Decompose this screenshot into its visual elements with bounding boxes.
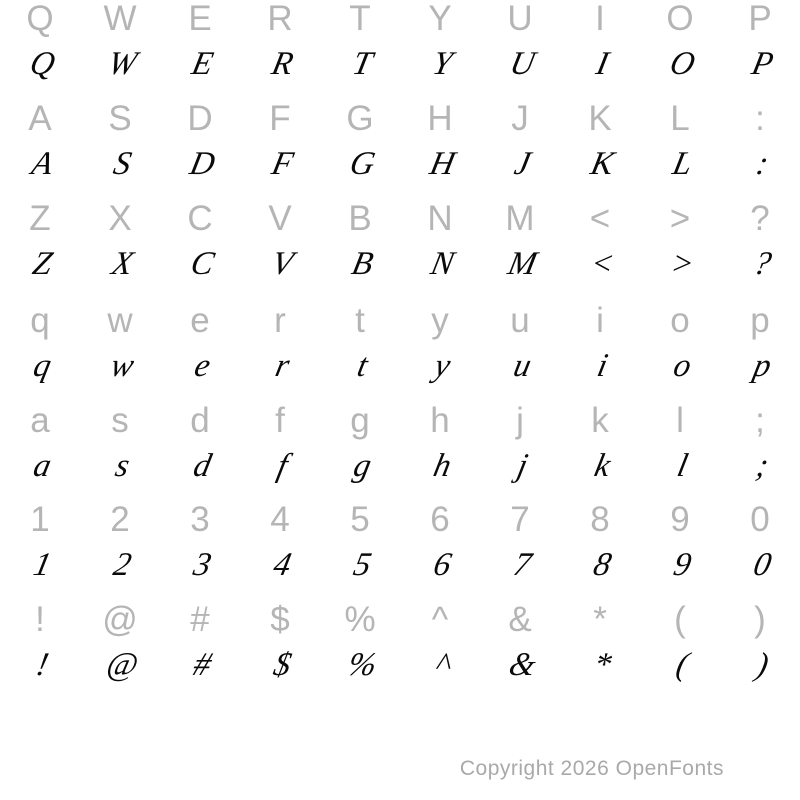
reference-glyph: C <box>187 199 213 238</box>
specimen-char-row <box>0 245 800 283</box>
reference-glyph: S <box>108 99 132 138</box>
specimen-glyph: t <box>354 348 371 384</box>
specimen-glyph: ( <box>673 647 692 683</box>
specimen-char-row <box>0 546 800 584</box>
specimen-glyph: h <box>430 448 455 484</box>
reference-glyph: ; <box>755 401 765 440</box>
specimen-glyph: O <box>666 46 699 82</box>
specimen-glyph: k <box>591 448 614 484</box>
reference-glyph: E <box>188 0 212 38</box>
specimen-glyph: % <box>344 647 380 683</box>
specimen-glyph: 1 <box>30 547 55 583</box>
reference-glyph: < <box>589 199 611 238</box>
reference-glyph: l <box>676 401 684 440</box>
specimen-glyph: N <box>427 246 458 282</box>
reference-glyph: 0 <box>750 500 770 539</box>
reference-glyph: : <box>755 99 765 138</box>
specimen-glyph: R <box>268 46 297 82</box>
reference-char-row <box>0 501 800 539</box>
specimen-glyph: Z <box>29 246 56 282</box>
specimen-glyph: s <box>112 448 133 484</box>
specimen-glyph: # <box>190 647 215 683</box>
specimen-glyph: u <box>510 348 535 384</box>
reference-glyph: ^ <box>431 600 449 639</box>
specimen-glyph: I <box>593 46 612 82</box>
reference-glyph: a <box>30 401 50 440</box>
reference-glyph: W <box>103 0 137 38</box>
reference-glyph: y <box>431 301 449 340</box>
specimen-glyph: 2 <box>110 547 135 583</box>
reference-glyph: * <box>593 600 607 639</box>
reference-char-row <box>0 100 800 138</box>
specimen-glyph: 5 <box>350 547 375 583</box>
specimen-glyph: D <box>186 146 219 182</box>
reference-glyph: G <box>346 99 374 138</box>
reference-glyph: d <box>190 401 210 440</box>
specimen-glyph: C <box>187 246 218 282</box>
specimen-glyph: * <box>590 647 615 683</box>
specimen-glyph: d <box>190 448 215 484</box>
specimen-glyph: > <box>667 246 698 282</box>
specimen-glyph: p <box>750 348 775 384</box>
reference-glyph: w <box>107 301 133 340</box>
specimen-glyph: ! <box>33 647 52 683</box>
specimen-glyph: U <box>506 46 539 82</box>
reference-char-row <box>0 200 800 238</box>
reference-glyph: g <box>350 401 370 440</box>
reference-glyph: T <box>349 0 371 38</box>
reference-char-row <box>0 402 800 440</box>
specimen-char-row <box>0 45 800 83</box>
specimen-glyph: @ <box>103 647 142 683</box>
reference-glyph: F <box>269 99 291 138</box>
reference-glyph: O <box>666 0 694 38</box>
specimen-glyph: j <box>514 448 531 484</box>
specimen-glyph: $ <box>270 647 295 683</box>
reference-glyph: % <box>344 600 376 639</box>
specimen-glyph: V <box>268 246 297 282</box>
reference-glyph: R <box>267 0 293 38</box>
reference-glyph: 3 <box>190 500 210 539</box>
specimen-glyph: & <box>505 647 540 683</box>
reference-glyph: B <box>348 199 372 238</box>
reference-glyph: & <box>508 600 532 639</box>
specimen-glyph: ; <box>753 448 772 484</box>
reference-glyph: s <box>111 401 129 440</box>
specimen-glyph: K <box>587 146 618 182</box>
specimen-glyph: S <box>110 146 135 182</box>
reference-glyph: P <box>748 0 772 38</box>
reference-glyph: u <box>510 301 530 340</box>
reference-glyph: 9 <box>670 500 690 539</box>
specimen-glyph: F <box>268 146 297 182</box>
specimen-glyph: 8 <box>590 547 615 583</box>
specimen-glyph: A <box>28 146 57 182</box>
specimen-glyph: f <box>274 448 291 484</box>
specimen-glyph: a <box>30 448 55 484</box>
reference-glyph: p <box>750 301 770 340</box>
specimen-glyph: J <box>511 146 534 182</box>
reference-glyph: ? <box>750 199 770 238</box>
specimen-glyph: W <box>104 46 140 82</box>
reference-glyph: ! <box>35 600 45 639</box>
specimen-glyph: e <box>191 348 214 384</box>
reference-glyph: Z <box>29 199 51 238</box>
specimen-glyph: Y <box>429 46 456 82</box>
reference-glyph: ( <box>674 600 686 639</box>
copyright-notice: Copyright 2026 OpenFonts <box>459 757 724 780</box>
reference-glyph: M <box>505 199 535 238</box>
specimen-glyph: ? <box>750 246 775 282</box>
specimen-glyph: 9 <box>670 547 695 583</box>
specimen-char-row <box>0 145 800 183</box>
specimen-glyph: Q <box>26 46 59 82</box>
reference-glyph: f <box>275 401 285 440</box>
specimen-glyph: L <box>669 146 696 182</box>
reference-glyph: 5 <box>350 500 370 539</box>
reference-glyph: N <box>427 199 453 238</box>
reference-glyph: h <box>430 401 450 440</box>
reference-glyph: L <box>670 99 690 138</box>
specimen-glyph: X <box>108 246 137 282</box>
reference-glyph: e <box>190 301 210 340</box>
reference-glyph: t <box>355 301 365 340</box>
reference-glyph: A <box>28 99 52 138</box>
specimen-glyph: 4 <box>270 547 295 583</box>
specimen-glyph: M <box>504 246 540 282</box>
specimen-glyph: H <box>426 146 459 182</box>
reference-glyph: # <box>190 600 210 639</box>
specimen-glyph: o <box>670 348 695 384</box>
reference-glyph: J <box>511 99 529 138</box>
reference-glyph: H <box>427 99 453 138</box>
reference-glyph: j <box>516 401 524 440</box>
reference-glyph: i <box>596 301 604 340</box>
specimen-glyph: ^ <box>431 647 454 683</box>
reference-glyph: X <box>108 199 132 238</box>
reference-glyph: o <box>670 301 690 340</box>
specimen-glyph: w <box>107 348 138 384</box>
reference-glyph: @ <box>102 600 138 639</box>
specimen-char-row <box>0 347 800 385</box>
specimen-glyph: T <box>349 46 376 82</box>
specimen-glyph: B <box>348 246 377 282</box>
specimen-glyph: ) <box>753 647 772 683</box>
reference-glyph: 2 <box>110 500 130 539</box>
specimen-glyph: g <box>350 448 375 484</box>
specimen-glyph: y <box>431 348 454 384</box>
reference-glyph: I <box>595 0 605 38</box>
specimen-glyph: E <box>188 46 217 82</box>
specimen-char-row <box>0 646 800 684</box>
specimen-glyph: r <box>272 348 293 384</box>
reference-char-row <box>0 0 800 38</box>
reference-glyph: U <box>507 0 533 38</box>
reference-glyph: Y <box>428 0 452 38</box>
specimen-glyph: P <box>748 46 777 82</box>
reference-glyph: q <box>30 301 50 340</box>
reference-glyph: D <box>187 99 213 138</box>
reference-glyph: 6 <box>430 500 450 539</box>
specimen-char-row <box>0 447 800 485</box>
specimen-glyph: q <box>30 348 55 384</box>
specimen-glyph: < <box>587 246 618 282</box>
reference-glyph: $ <box>270 600 290 639</box>
reference-glyph: Q <box>26 0 54 38</box>
specimen-glyph: 6 <box>430 547 455 583</box>
specimen-glyph: i <box>594 348 611 384</box>
reference-glyph: r <box>274 301 286 340</box>
reference-glyph: ) <box>754 600 766 639</box>
specimen-glyph: l <box>674 448 691 484</box>
reference-char-row <box>0 302 800 340</box>
specimen-glyph: 3 <box>190 547 215 583</box>
reference-glyph: k <box>591 401 609 440</box>
reference-glyph: > <box>669 199 691 238</box>
reference-glyph: 4 <box>270 500 290 539</box>
reference-glyph: 1 <box>30 500 50 539</box>
specimen-glyph: G <box>346 146 379 182</box>
specimen-glyph: : <box>753 146 772 182</box>
reference-glyph: K <box>588 99 612 138</box>
reference-glyph: 7 <box>510 500 530 539</box>
reference-glyph: V <box>268 199 292 238</box>
specimen-glyph: 7 <box>510 547 535 583</box>
specimen-glyph: 0 <box>750 547 775 583</box>
reference-char-row <box>0 601 800 639</box>
reference-glyph: 8 <box>590 500 610 539</box>
